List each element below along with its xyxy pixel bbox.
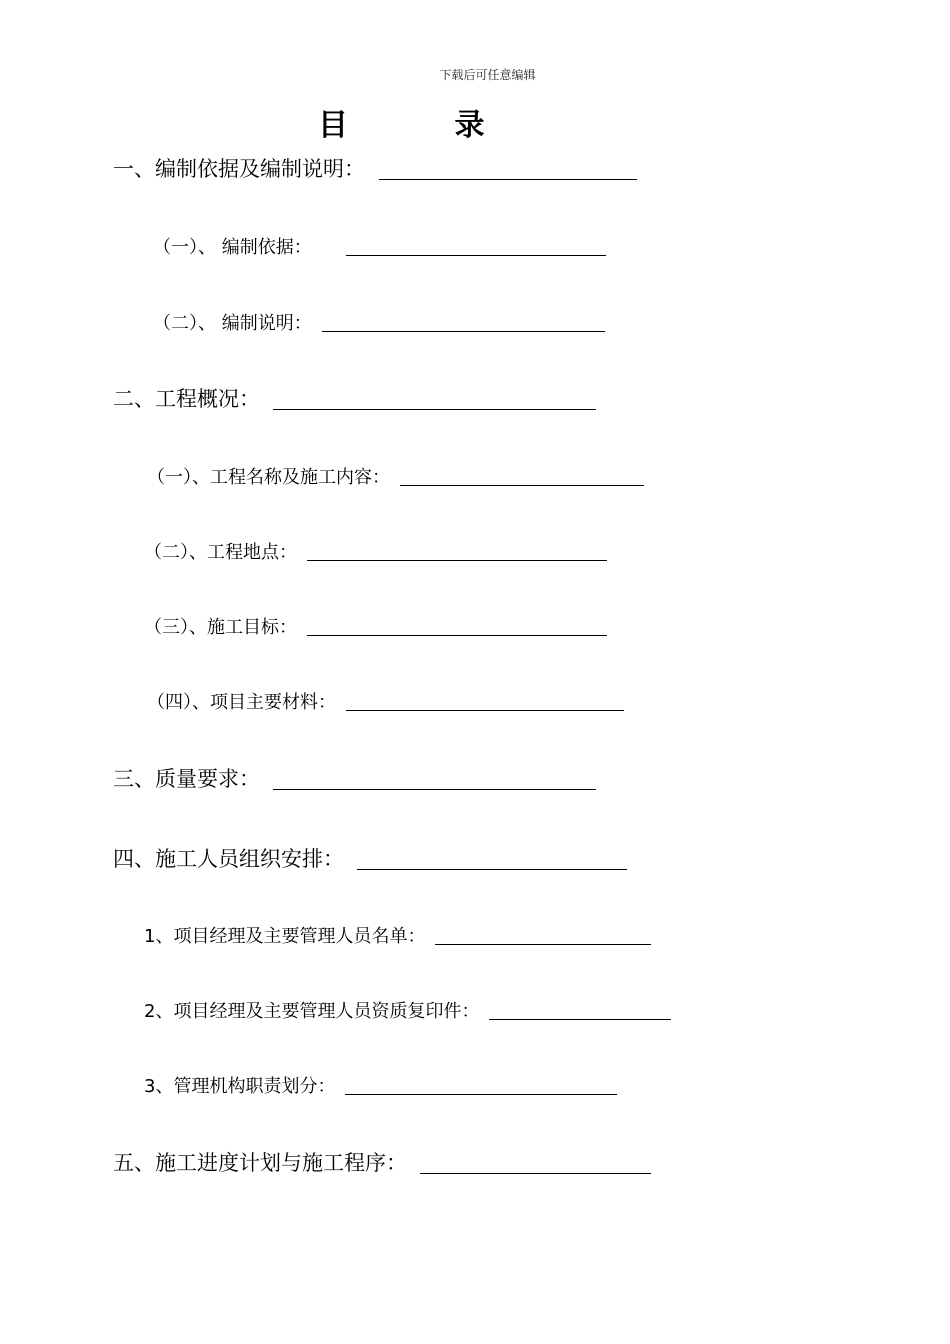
leader-line xyxy=(307,559,607,561)
toc-entry-4-1[interactable] xyxy=(144,922,651,948)
toc-entry-label: （二）、 编制说明： xyxy=(153,313,312,334)
toc-title: 目 录 xyxy=(318,108,533,143)
toc-entry-4[interactable] xyxy=(113,843,627,873)
leader-line xyxy=(273,408,596,410)
toc-entry-label: 2、项目经理及主要管理人员资质复印件： xyxy=(144,1001,480,1022)
leader-line xyxy=(345,1093,617,1095)
toc-entry-label: （一）、工程名称及施工内容： xyxy=(147,467,390,488)
leader-line xyxy=(357,868,627,870)
leader-line xyxy=(307,634,607,636)
toc-entry-label: 四、施工人员组织安排： xyxy=(113,847,344,871)
toc-entry-label: （二）、工程地点： xyxy=(144,542,297,563)
leader-line xyxy=(379,178,637,180)
header-note: 下载后可任意编辑 xyxy=(439,68,536,82)
toc-entry-2[interactable] xyxy=(113,383,596,413)
toc-entry-label: 3、管理机构职责划分： xyxy=(144,1076,336,1097)
leader-line xyxy=(322,330,605,332)
leader-line xyxy=(346,254,606,256)
toc-entry-2-2[interactable] xyxy=(144,538,607,564)
leader-line xyxy=(489,1018,671,1020)
toc-entry-label: 五、施工进度计划与施工程序： xyxy=(113,1151,407,1175)
toc-entry-label: 一、编制依据及编制说明： xyxy=(113,157,365,181)
leader-line xyxy=(400,484,644,486)
toc-entry-5[interactable] xyxy=(113,1147,651,1177)
toc-entry-label: （一）、 编制依据： xyxy=(153,237,312,258)
leader-line xyxy=(435,943,651,945)
toc-entry-label: （四）、项目主要材料： xyxy=(147,692,336,713)
leader-line xyxy=(346,709,624,711)
toc-entry-label: 1、项目经理及主要管理人员名单： xyxy=(144,926,426,947)
toc-entry-1[interactable] xyxy=(113,153,637,183)
toc-entry-label: 二、工程概况： xyxy=(113,387,260,411)
toc-entry-2-4[interactable] xyxy=(147,688,624,714)
toc-entry-label: 三、质量要求： xyxy=(113,767,260,791)
leader-line xyxy=(420,1172,651,1174)
toc-entry-4-2[interactable] xyxy=(144,997,671,1023)
toc-entry-4-3[interactable] xyxy=(144,1072,617,1098)
toc-entry-3[interactable] xyxy=(113,763,596,793)
toc-entry-2-1[interactable] xyxy=(147,463,644,489)
toc-entry-label: （三）、施工目标： xyxy=(144,617,297,638)
toc-entry-1-1[interactable] xyxy=(153,233,606,259)
toc-entry-1-2[interactable] xyxy=(153,309,605,335)
leader-line xyxy=(273,788,596,790)
toc-entry-2-3[interactable] xyxy=(144,613,607,639)
